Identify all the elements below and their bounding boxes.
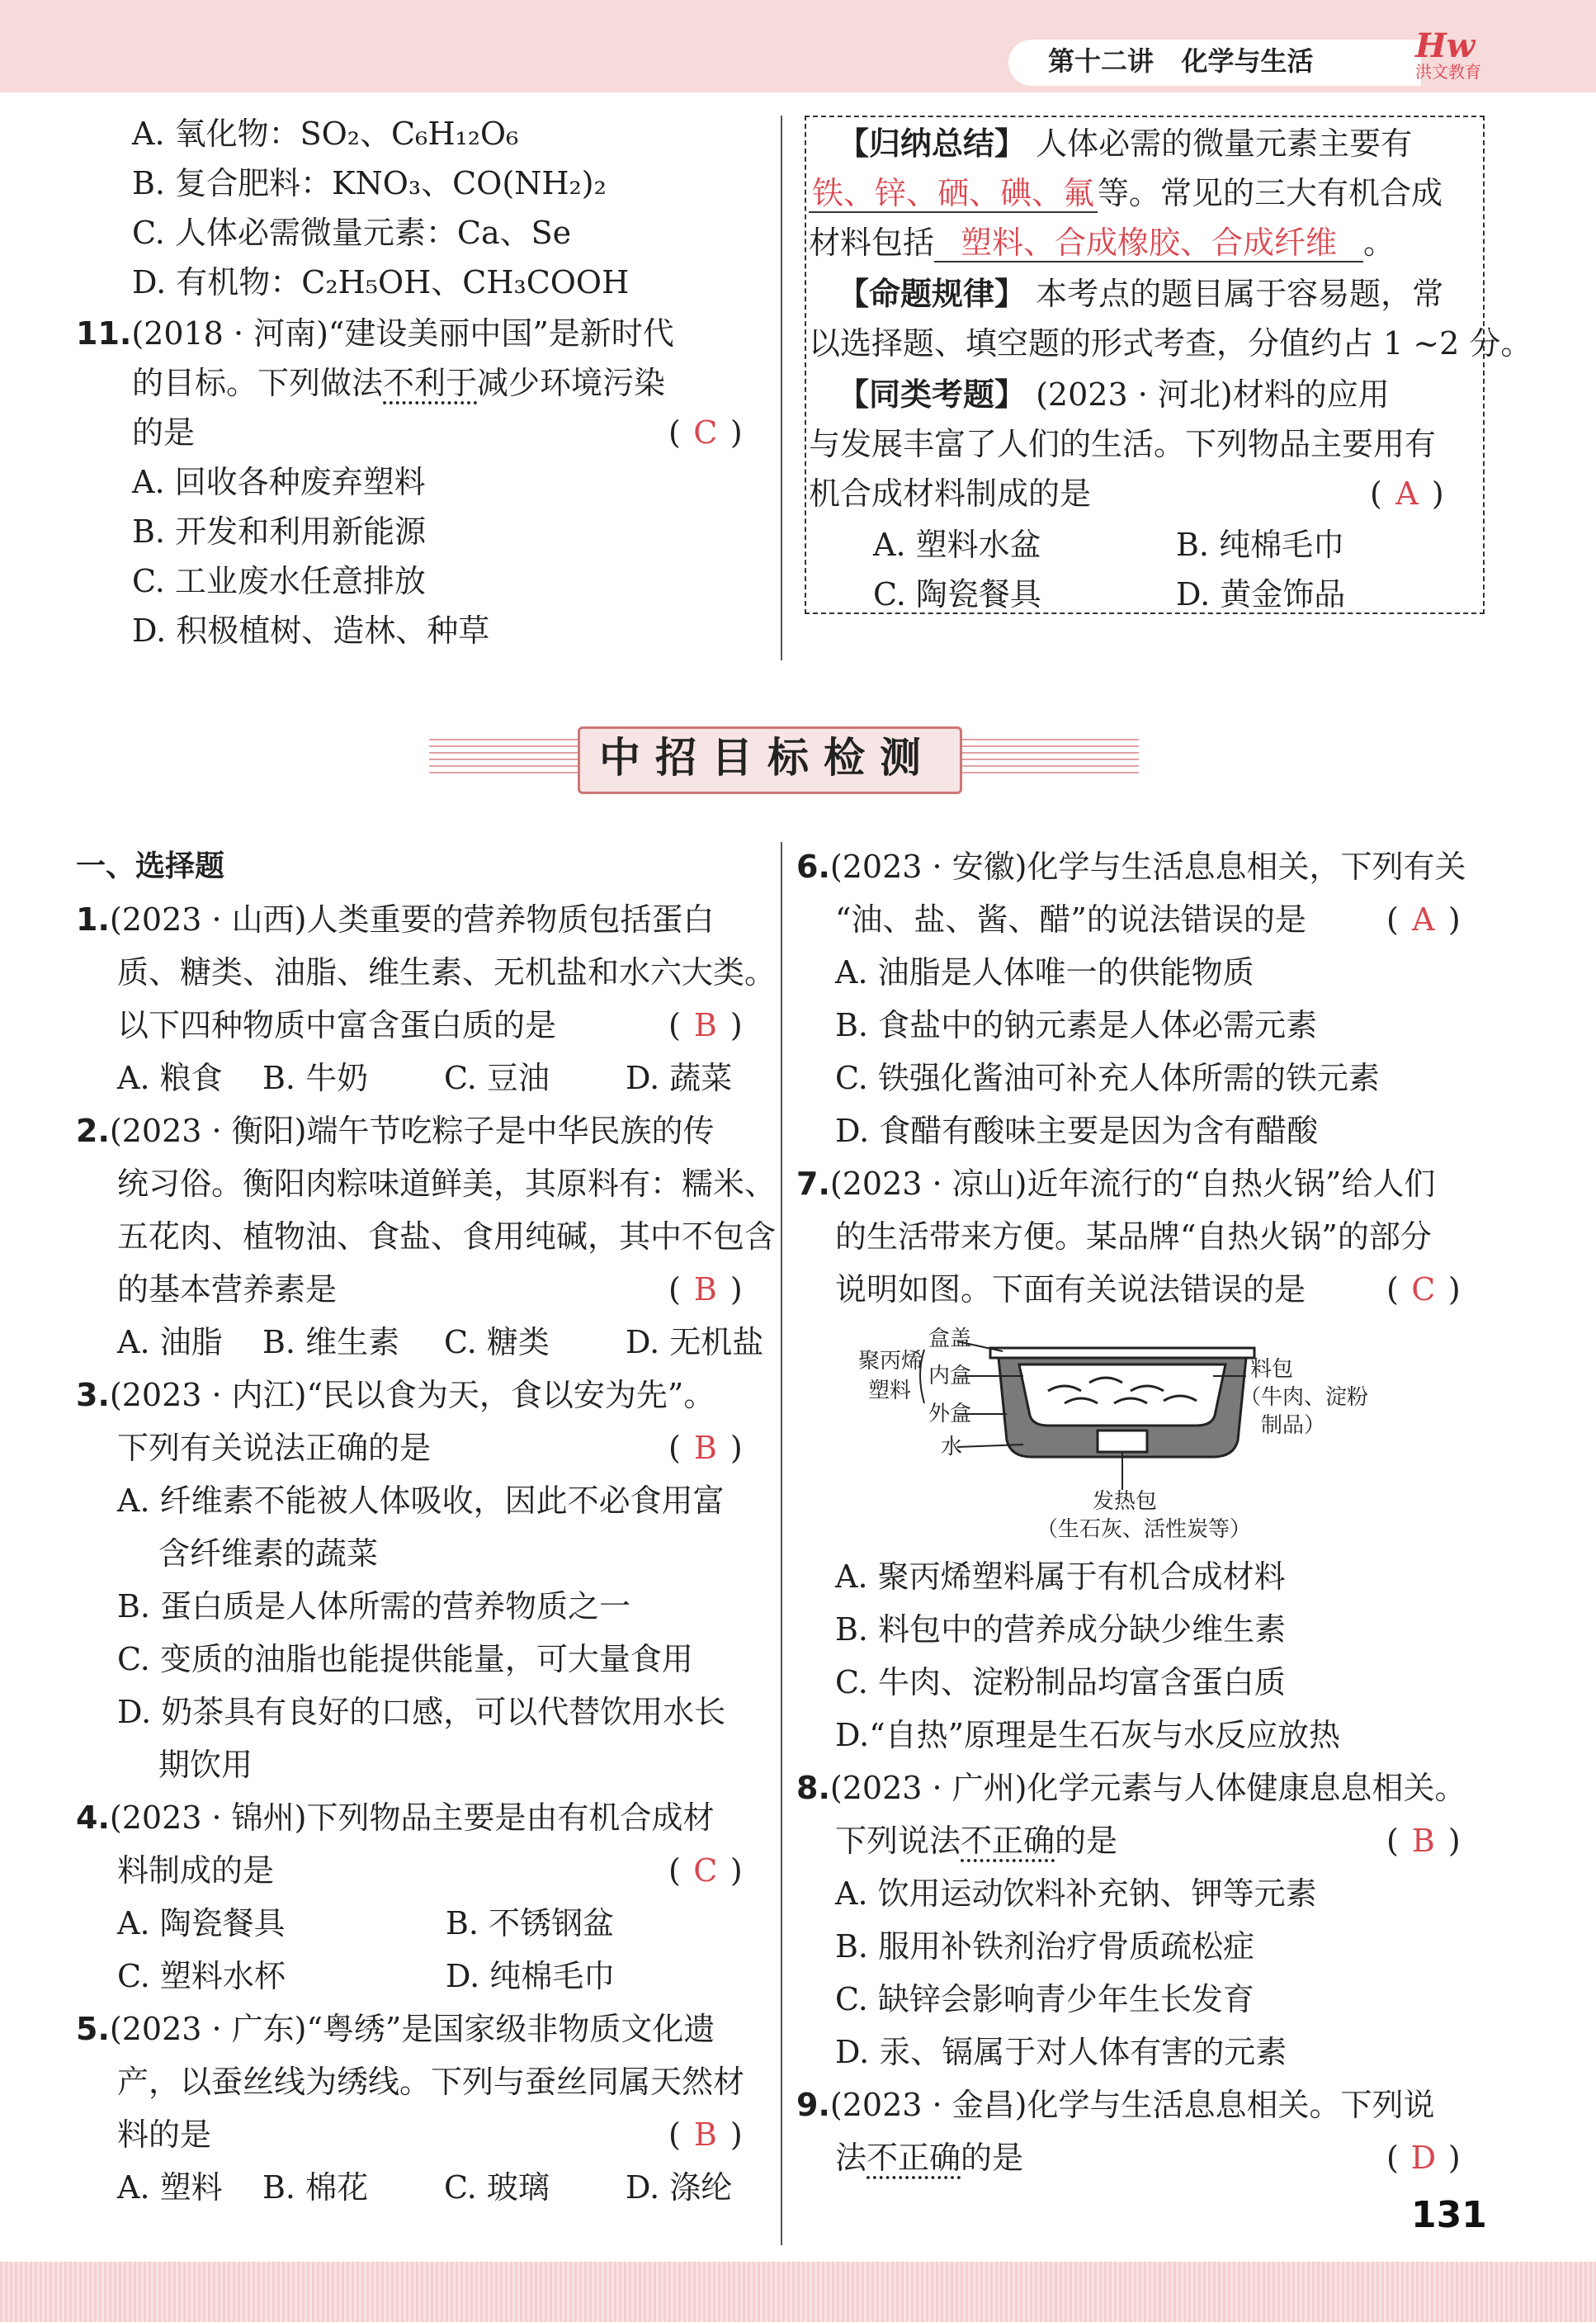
tag-pattern: 【命题规律】 (838, 276, 1027, 312)
section-title: 中招目标检测 (599, 734, 936, 782)
q9-stem-2 (835, 2140, 1023, 2176)
q4-answer: ( C ) (668, 1852, 743, 1889)
q8-line2-post: 的是 (1055, 1823, 1118, 1859)
page-number: 131 (1411, 2194, 1487, 2236)
q4-number: 4. (76, 1799, 110, 1836)
summary-line4 (838, 276, 1443, 312)
q7-option-c: C. 牛肉、淀粉制品均富含蛋白质 (835, 1664, 1286, 1700)
q1-option-d: D. 蔬菜 (626, 1060, 733, 1096)
section-heading: 一、选择题 (76, 849, 225, 883)
q6-option-a: A. 油脂是人体唯一的供能物质 (835, 954, 1254, 991)
q11-stem-1 (76, 315, 674, 352)
q7-option-b: B. 料包中的营养成分缺少维生素 (835, 1611, 1287, 1648)
q9-line1: (2023 · 金昌)化学与生活息息相关。下列说 (829, 2087, 1435, 2123)
q3-option-d: D. 奶茶具有良好的口感，可以代替饮用水长 (117, 1694, 726, 1730)
q5-option-b: B. 棉花 (262, 2169, 369, 2206)
q10-option-b: B. 复合肥料：KNO₃、CO(NH₂)₂ (132, 165, 607, 201)
label-water: 水 (941, 1435, 963, 1459)
q1-option-a: A. 粮食 (117, 1060, 223, 1096)
q3-number: 3. (76, 1377, 110, 1413)
q7-stem-3: 说明如图。下面有关说法错误的是 (835, 1271, 1306, 1308)
summary-text1: 人体必需的微量元素主要有 (1036, 125, 1413, 162)
q7-stem-1 (796, 1166, 1435, 1202)
q6-line1: (2023 · 安徽)化学与生活息息相关，下列有关 (829, 849, 1466, 885)
q2-stem-3: 五花肉、植物油、食盐、食用纯碱，其中不包含 (117, 1218, 777, 1255)
q6-option-c: C. 铁强化酱油可补充人体所需的铁元素 (835, 1060, 1380, 1096)
label-inner-box: 内盒 (928, 1364, 972, 1388)
q5-answer: ( B ) (668, 2116, 743, 2153)
q2-stem-4: 的基本营养素是 (117, 1271, 338, 1308)
q1-stem-3: 以下四种物质中富含蛋白质的是 (117, 1007, 557, 1043)
q3-line1: (2023 · 内江)“民以食为天，食以安为先”。 (109, 1377, 715, 1413)
q9-number: 9. (796, 2087, 830, 2123)
q10-option-a: A. 氧化物：SO₂、C₆H₁₂O₆ (132, 116, 519, 152)
q6-number: 6. (796, 849, 830, 885)
q5-number: 5. (76, 2011, 110, 2047)
q7-number: 7. (796, 1166, 830, 1202)
hotpot-diagram (858, 1325, 1370, 1539)
q6-option-d: D. 食醋有酸味主要是因为含有醋酸 (835, 1113, 1319, 1149)
header-title (1048, 43, 1313, 79)
lid (990, 1348, 1254, 1358)
title-rule-left (429, 739, 578, 778)
q3-stem-2: 下列有关说法正确的是 (117, 1430, 432, 1466)
summary-text5: 本考点的题目属于容易题，常 (1036, 276, 1444, 312)
q7-option-a: A. 聚丙烯塑料属于有机合成材料 (835, 1558, 1286, 1595)
q8-stem-2 (835, 1823, 1117, 1859)
q5-option-c: C. 玻璃 (444, 2169, 550, 2206)
q1-option-b: B. 牛奶 (262, 1060, 369, 1096)
lecture-label: 第十二讲 (1048, 45, 1155, 77)
q7-option-d: D.“自热”原理是生石灰与水反应放热 (835, 1717, 1341, 1753)
q3-stem-1 (76, 1377, 715, 1413)
q5-stem-3: 料的是 (117, 2116, 212, 2153)
q8-option-c: C. 缺锌会影响青少年生长发育 (835, 1981, 1254, 2017)
q11-option-c: C. 工业废水任意排放 (132, 563, 426, 599)
summary-option-c: C. 陶瓷餐具 (873, 576, 1041, 612)
q6-answer: ( A ) (1386, 901, 1461, 938)
q1-line1: (2023 · 山西)人类重要的营养物质包括蛋白 (109, 901, 715, 938)
summary-line2 (809, 175, 1443, 213)
q3-option-b: B. 蛋白质是人体所需的营养物质之一 (117, 1588, 631, 1624)
heating-pack-shape (1098, 1431, 1147, 1452)
q4-line1: (2023 · 锦州)下列物品主要是由有机合成材 (109, 1799, 715, 1836)
label-outer-box: 外盒 (928, 1402, 972, 1426)
q8-emphasis: 不正确 (961, 1823, 1055, 1859)
q8-line1: (2023 · 广州)化学元素与人体健康息息相关。 (829, 1770, 1466, 1806)
q10-option-d: D. 有机物：C₂H₅OH、CH₃COOH (132, 264, 630, 300)
q9-line2-pre: 法 (835, 2140, 867, 2176)
q2-number: 2. (76, 1113, 110, 1149)
label-food-pack-note2: 制品） (1261, 1413, 1326, 1438)
column-divider-top (781, 116, 782, 660)
label-heating-pack: 发热包 (1093, 1489, 1158, 1514)
summary-line3 (809, 225, 1395, 262)
q2-option-b: B. 维生素 (262, 1324, 400, 1360)
q3-option-a-cont: 含纤维素的蔬菜 (158, 1535, 379, 1572)
q5-option-a: A. 塑料 (117, 2169, 223, 2206)
summary-text3: 材料包括 (809, 225, 935, 261)
summary-option-b: B. 纯棉毛巾 (1176, 527, 1345, 563)
q11-line2-post: 减少环境污染 (477, 365, 666, 401)
q4-option-b: B. 不锈钢盆 (446, 1905, 615, 1941)
summary-text7: (2023 · 河北)材料的应用 (1036, 376, 1390, 413)
summary-text4: 。 (1363, 225, 1395, 261)
q8-option-a: A. 饮用运动饮料补充钠、钾等元素 (835, 1875, 1317, 1912)
q3-option-a: A. 纤维素不能被人体吸收，因此不必食用富 (117, 1483, 725, 1519)
q11-answer: ( C ) (668, 414, 743, 451)
q3-option-d-cont: 期饮用 (158, 1747, 253, 1783)
q11-line1: (2018 · 河南)“建设美丽中国”是新时代 (131, 315, 674, 352)
summary-line5: 以选择题、填空题的形式考查，分值约占 1 ~2 分。 (809, 325, 1532, 362)
q4-stem-1 (76, 1799, 715, 1836)
q4-option-d: D. 纯棉毛巾 (446, 1958, 616, 1994)
q8-answer: ( B ) (1386, 1823, 1461, 1859)
q11-stem-2 (132, 365, 665, 401)
q4-option-c: C. 塑料水杯 (117, 1958, 286, 1994)
q9-stem-1 (796, 2087, 1435, 2123)
q9-emphasis: 不正确 (866, 2140, 961, 2176)
q2-answer: ( B ) (668, 1271, 743, 1308)
q5-line1: (2023 · 广东)“粤绣”是国家级非物质文化遗 (109, 2011, 715, 2047)
q8-option-d: D. 汞、镉属于对人体有害的元素 (835, 2034, 1287, 2070)
q11-option-b: B. 开发和利用新能源 (132, 513, 427, 550)
q11-option-a: A. 回收各种废弃塑料 (132, 464, 426, 500)
q4-stem-2: 料制成的是 (117, 1852, 275, 1889)
tag-summary: 【归纳总结】 (838, 125, 1027, 162)
tag-similar: 【同类考题】 (838, 376, 1027, 413)
q5-stem-1 (76, 2011, 715, 2047)
blank-synthetic-materials: 塑料、合成橡胶、合成纤维 (934, 225, 1363, 262)
summary-line6 (838, 376, 1390, 413)
summary-option-a: A. 塑料水盆 (873, 527, 1041, 563)
summary-line8: 机合成材料制成的是 (809, 475, 1092, 512)
label-polypropylene: 聚丙烯 (858, 1349, 923, 1374)
summary-text2: 等。常见的三大有机合成 (1098, 175, 1443, 211)
summary-line7: 与发展丰富了人们的生活。下列物品主要用有 (809, 426, 1437, 462)
q11-stem-3: 的是 (132, 414, 196, 451)
brand-name: 洪文教育 (1415, 62, 1481, 82)
summary-answer: ( A ) (1370, 475, 1444, 512)
q9-answer: ( D ) (1386, 2140, 1461, 2176)
column-divider-main (781, 842, 782, 2245)
q2-option-c: C. 糖类 (444, 1324, 550, 1360)
q4-option-a: A. 陶瓷餐具 (117, 1905, 286, 1941)
q7-stem-2: 的生活带来方便。某品牌“自热火锅”的部分 (835, 1218, 1432, 1255)
topic-label: 化学与生活 (1181, 45, 1314, 77)
q1-stem-1 (76, 901, 715, 938)
q1-stem-2: 质、糖类、油脂、维生素、无机盐和水六大类。 (117, 954, 777, 991)
summary-option-d: D. 黄金饰品 (1176, 576, 1346, 612)
q6-option-b: B. 食盐中的钠元素是人体必需元素 (835, 1007, 1318, 1043)
label-plastic: 塑料 (868, 1379, 912, 1403)
q11-option-d: D. 积极植树、造林、种草 (132, 612, 490, 649)
q8-number: 8. (796, 1770, 830, 1806)
q9-line2-post: 的是 (961, 2140, 1024, 2176)
q3-option-c: C. 变质的油脂也能提供能量，可大量食用 (117, 1641, 693, 1677)
title-rule-right (957, 739, 1139, 778)
q2-option-d: D. 无机盐 (626, 1324, 764, 1360)
label-food-pack-note1: （牛肉、淀粉 (1239, 1385, 1369, 1410)
q5-stem-2: 产，以蚕丝线为绣线。下列与蚕丝同属天然材 (117, 2064, 745, 2100)
footer-band (0, 2262, 1596, 2322)
brand-mark: Hw (1415, 26, 1476, 65)
q2-option-a: A. 油脂 (117, 1324, 223, 1360)
brand-logo (1415, 26, 1506, 91)
q7-line1: (2023 · 凉山)近年流行的“自热火锅”给人们 (829, 1166, 1436, 1202)
q8-line2-pre: 下列说法 (835, 1823, 961, 1859)
q6-stem-1 (796, 849, 1466, 885)
q2-line1: (2023 · 衡阳)端午节吃粽子是中华民族的传 (109, 1113, 715, 1149)
q10-option-c: C. 人体必需微量元素：Ca、Se (132, 215, 572, 251)
q1-answer: ( B ) (668, 1007, 743, 1043)
q1-option-c: C. 豆油 (444, 1060, 550, 1096)
q11-line2-pre: 的目标。下列做法 (132, 365, 384, 401)
q5-option-d: D. 涤纶 (626, 2169, 733, 2206)
q8-option-b: B. 服用补铁剂治疗骨质疏松症 (835, 1928, 1255, 1965)
inner-box (1019, 1364, 1225, 1426)
label-lid: 盒盖 (928, 1327, 972, 1351)
label-heating-pack-note: （生石灰、活性炭等） (1036, 1517, 1252, 1539)
q8-stem-1 (796, 1770, 1466, 1806)
blank-trace-elements: 铁、锌、硒、碘、氟 (809, 175, 1098, 213)
label-food-pack: 料包 (1250, 1357, 1294, 1382)
q11-emphasis: 不利于 (383, 365, 478, 401)
q7-answer: ( C ) (1386, 1271, 1461, 1308)
summary-line1 (838, 125, 1412, 162)
q2-stem-2: 统习俗。衡阳肉粽味道鲜美，其原料有：糯米、 (117, 1166, 777, 1202)
q2-stem-1 (76, 1113, 715, 1149)
q1-number: 1. (76, 901, 110, 938)
q6-stem-2: “油、盐、酱、醋”的说法错误的是 (835, 901, 1306, 938)
q11-number: 11. (76, 315, 132, 352)
q3-answer: ( B ) (668, 1430, 743, 1466)
